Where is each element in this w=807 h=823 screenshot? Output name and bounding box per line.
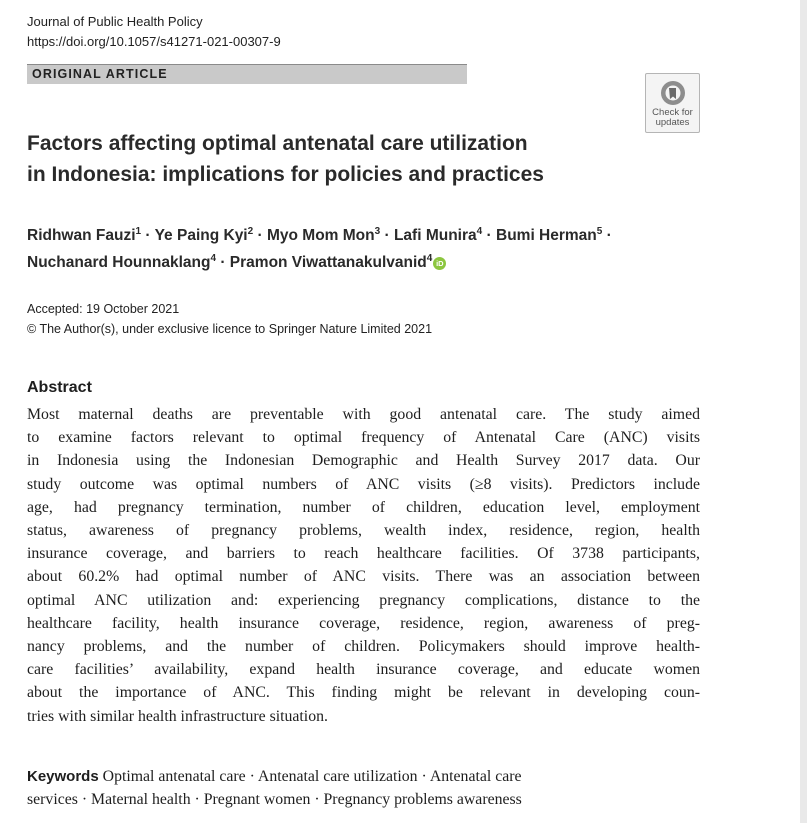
author-line-1 — [27, 220, 747, 247]
orcid-icon[interactable]: iD — [433, 257, 446, 270]
author-name[interactable]: Ye Paing Kyi — [154, 227, 248, 245]
author-affiliation: 5 — [596, 226, 603, 237]
author-list — [27, 220, 747, 274]
accepted-date: Accepted: 19 October 2021 — [27, 302, 180, 316]
abstract-line: about 60.2% had optimal number of ANC visits. There was an association between — [27, 568, 700, 586]
author-separator: · — [486, 227, 492, 245]
keywords-text: Optimal antenatal care · Antenatal care utilization · Antenatal care — [102, 768, 522, 785]
author-name[interactable]: Nuchanard Hounnaklang — [27, 254, 211, 272]
abstract-line: Most maternal deaths are preventable with good antenatal care. The study aimed — [27, 406, 700, 423]
author-separator: · — [606, 227, 612, 245]
author-name[interactable]: Pramon Viwattanakulvanid — [229, 254, 427, 272]
abstract-line: tries with similar health infrastructure situation. — [27, 707, 328, 725]
check-for-updates-icon — [659, 79, 687, 107]
author-name[interactable]: Myo Mom Mon — [266, 227, 375, 245]
keywords-line-1 — [27, 765, 707, 788]
section-band — [27, 64, 467, 84]
abstract-line: optimal ANC utilization and: experiencing pregnancy complications, distance to the — [27, 591, 700, 609]
author-name[interactable]: Ridhwan Fauzi — [27, 227, 136, 245]
author-separator: · — [220, 254, 226, 272]
author-affiliation: 2 — [247, 226, 254, 237]
journal-header — [27, 12, 281, 52]
journal-name: Journal of Public Health Policy — [27, 14, 203, 29]
author-affiliation: 4 — [476, 226, 483, 237]
doi-link[interactable]: https://doi.org/10.1057/s41271-021-00307-9 — [27, 34, 281, 49]
abstract-line: status, awareness of pregnancy problems, wealth index, residence, region, health — [27, 522, 700, 540]
author-affiliation: 4 — [210, 253, 216, 265]
author-separator: · — [384, 227, 390, 245]
abstract-line: healthcare facility, health insurance coverage, residence, region, awareness of preg- — [27, 614, 700, 632]
abstract-line: to examine factors relevant to optimal frequency of Antenatal Care (ANC) visits — [27, 429, 700, 447]
check-for-updates-badge[interactable] — [645, 73, 700, 133]
author-affiliation: 1 — [135, 226, 142, 237]
abstract-line: age, had pregnancy termination, number of children, education level, employment — [27, 498, 700, 516]
page-edge-shadow — [800, 0, 807, 823]
check-badge-line2: updates — [655, 117, 690, 128]
abstract-line: about the importance of ANC. This finding might be relevant in developing coun- — [27, 684, 700, 702]
author-affiliation: 4 — [426, 253, 433, 265]
author-affiliation: 3 — [374, 226, 381, 237]
article-dates — [27, 299, 432, 339]
abstract-line: care facilities’ availability, expand health insurance coverage, and educate women — [27, 661, 700, 679]
abstract-heading: Abstract — [27, 379, 92, 396]
article-title — [27, 128, 627, 190]
abstract-body — [27, 403, 700, 728]
title-line: in Indonesia: implications for policies and practices — [27, 163, 544, 186]
abstract-line: in Indonesia using the Indonesian Demographic and Health Survey 2017 data. Our — [27, 452, 700, 470]
abstract-line: study outcome was optimal numbers of ANC visits (≥8 visits). Predictors include — [27, 475, 700, 493]
title-line: Factors affecting optimal antenatal care utilization — [27, 132, 528, 155]
copyright-notice: © The Author(s), under exclusive licence to Springer Nature Limited 2021 — [27, 322, 433, 336]
author-line-2 — [27, 247, 747, 274]
check-badge-line1: Check for — [652, 107, 693, 118]
author-name[interactable]: Lafi Munira — [393, 227, 477, 245]
author-name[interactable]: Bumi Herman — [496, 227, 597, 245]
keywords-label: Keywords — [27, 768, 99, 785]
author-separator: · — [257, 227, 263, 245]
author-separator: · — [145, 227, 151, 245]
keywords-line-2: services · Maternal health · Pregnant women · Pregnancy problems awareness — [27, 791, 522, 808]
abstract-line: insurance coverage, and barriers to reach healthcare facilities. Of 3738 participants, — [27, 545, 700, 563]
section-label: ORIGINAL ARTICLE — [32, 67, 168, 81]
keywords-block — [27, 765, 707, 811]
abstract-line: nancy problems, and the number of children. Policymakers should improve health- — [27, 638, 700, 656]
